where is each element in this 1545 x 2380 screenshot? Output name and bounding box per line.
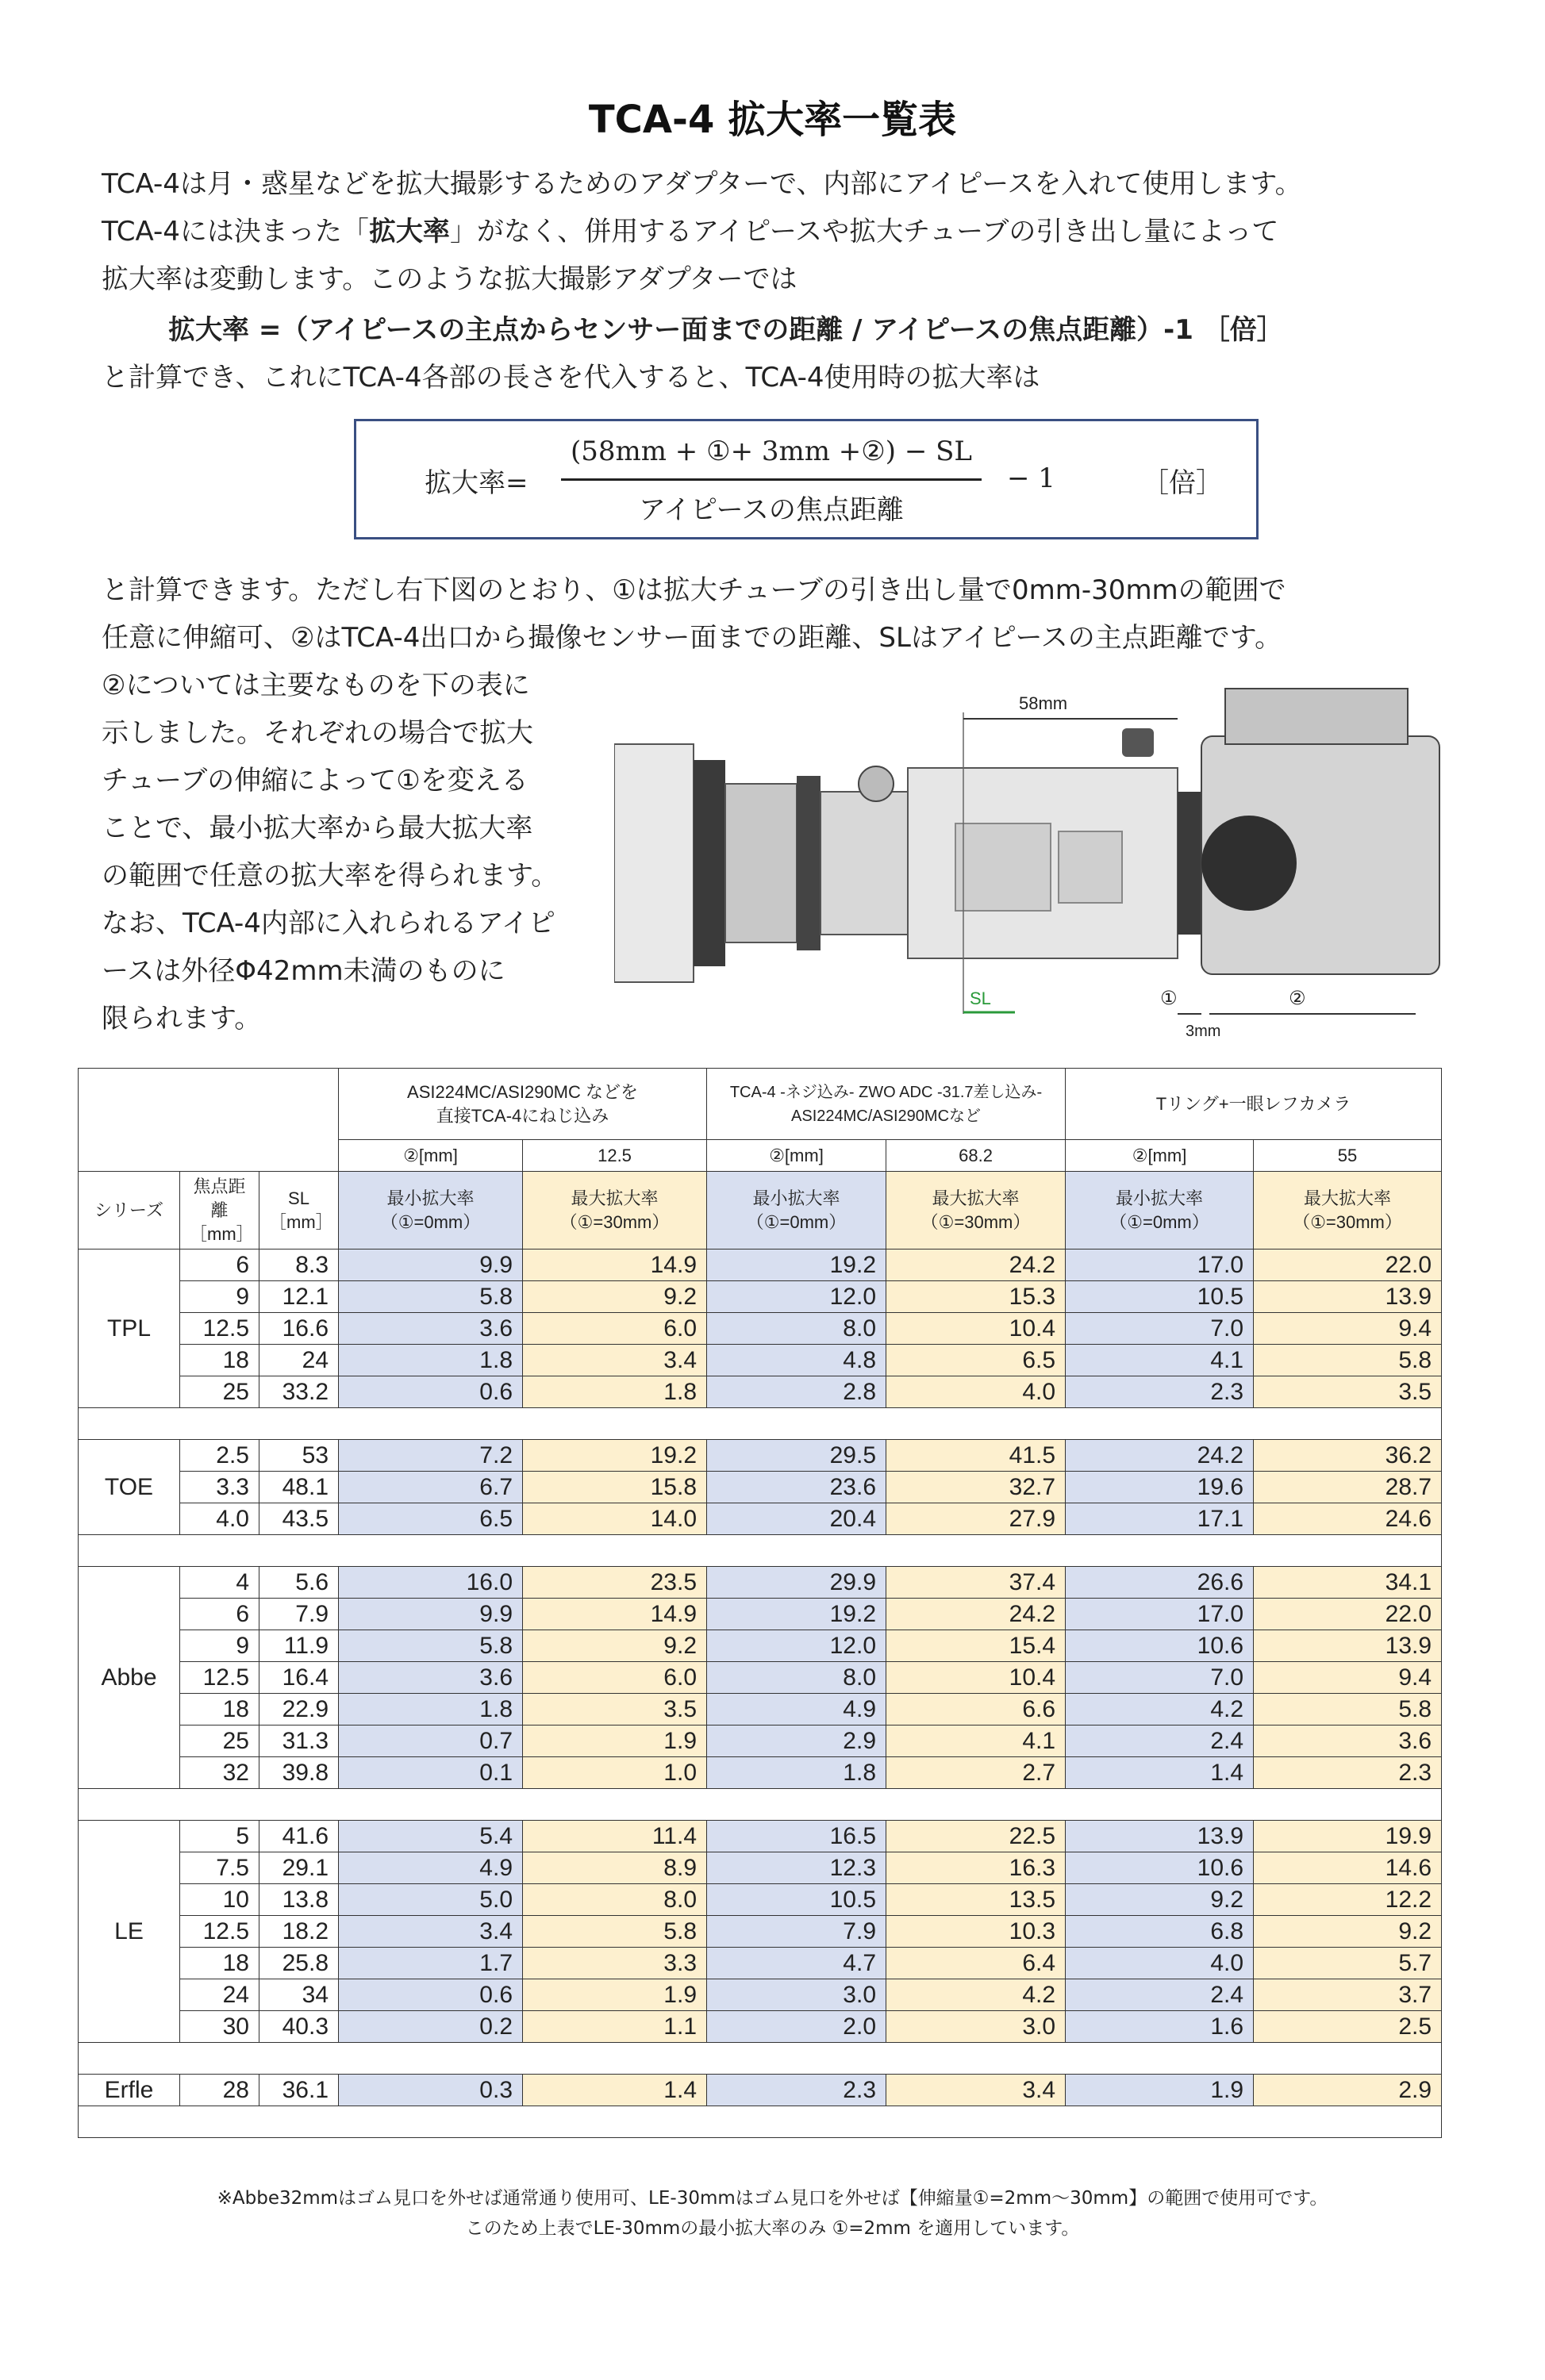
table-cell: 3.4 <box>523 1345 707 1376</box>
table-cell: 7.9 <box>707 1916 886 1948</box>
table-cell: 15.8 <box>523 1472 707 1503</box>
header-blank <box>79 1069 339 1172</box>
group-spacer <box>79 1535 1442 1567</box>
table-cell: 26.6 <box>1066 1567 1254 1599</box>
table-cell: 7.0 <box>1066 1662 1254 1694</box>
table-cell: 19.2 <box>707 1599 886 1630</box>
table-cell: 25 <box>180 1376 259 1408</box>
intro-line-2 <box>102 208 1278 255</box>
table-cell: 4.9 <box>707 1694 886 1726</box>
table-cell: 8.9 <box>523 1852 707 1884</box>
group-spacer <box>79 1789 1442 1821</box>
magnification-table <box>78 1068 1442 2138</box>
table-cell: 24 <box>259 1345 339 1376</box>
table-row <box>79 1567 1442 1599</box>
table-cell: 22.9 <box>259 1694 339 1726</box>
table-cell: 18 <box>180 1948 259 1979</box>
series-cell: TOE <box>79 1440 180 1535</box>
series-cell: Erfle <box>79 2075 180 2106</box>
table-row <box>79 1852 1442 1884</box>
header-direct: ASI224MC/ASI290MC などを 直接TCA-4にねじ込み <box>339 1069 707 1140</box>
table-row <box>79 1821 1442 1852</box>
table-cell: 9.2 <box>1254 1916 1442 1948</box>
header-tring: Tリング+一眼レフカメラ <box>1066 1069 1442 1140</box>
table-cell: 41.5 <box>886 1440 1066 1472</box>
table-row <box>79 1916 1442 1948</box>
barrel-inside <box>1059 831 1122 903</box>
table-cell: 4.1 <box>1066 1345 1254 1376</box>
table-cell: 1.8 <box>339 1345 523 1376</box>
table-cell: 10.4 <box>886 1313 1066 1345</box>
intro-line-3: 拡大率は変動します。このような拡大撮影アダプターでは <box>102 263 797 295</box>
table-cell: 2.7 <box>886 1757 1066 1789</box>
table-cell: 2.3 <box>1254 1757 1442 1789</box>
tca4-camera-diagram <box>614 681 1455 1046</box>
table-cell: 28.7 <box>1254 1472 1442 1503</box>
table-cell: 12.2 <box>1254 1884 1442 1916</box>
table-row <box>79 2011 1442 2043</box>
header-max-b: 最大拡大率 （①=30mm） <box>886 1172 1066 1250</box>
table-cell: 29.9 <box>707 1567 886 1599</box>
header-series: シリーズ <box>79 1172 180 1250</box>
table-cell: 5.8 <box>339 1630 523 1662</box>
table-cell: 39.8 <box>259 1757 339 1789</box>
d2-label-a: ②[mm] <box>339 1140 523 1172</box>
table-cell: 1.0 <box>523 1757 707 1789</box>
table-cell: 10.6 <box>1066 1630 1254 1662</box>
table-cell: 10.5 <box>707 1884 886 1916</box>
intro-keyword: 拡大率 <box>368 216 450 248</box>
table-cell: 0.2 <box>339 2011 523 2043</box>
table-cell: 37.4 <box>886 1567 1066 1599</box>
table-cell: 2.0 <box>707 2011 886 2043</box>
intro-line-1: TCA-4は月・惑星などを拡大撮影するためのアダプターで、内部にアイピースを入れて使用します。 <box>102 168 1302 200</box>
table-row <box>79 1376 1442 1408</box>
table-cell: 31.3 <box>259 1726 339 1757</box>
table-cell: 3.6 <box>339 1662 523 1694</box>
intro-line-2a: TCA-4には決まった「 <box>102 216 369 248</box>
table-cell: 34 <box>259 1979 339 2011</box>
table-cell: 24 <box>180 1979 259 2011</box>
table-cell: 18 <box>180 1694 259 1726</box>
formula-definition: 拡大率 =（アイピースの主点からセンサー面までの距離 / アイピースの焦点距離）-1 ［倍］ <box>168 314 1284 346</box>
table-cell: 12.5 <box>180 1313 259 1345</box>
table-row <box>79 1503 1442 1535</box>
table-cell: 1.8 <box>707 1757 886 1789</box>
header-focal: 焦点距離 ［mm］ <box>180 1172 259 1250</box>
table-cell: 2.4 <box>1066 1979 1254 2011</box>
intro-line-5: と計算でき、これにTCA-4各部の長さを代入すると、TCA-4使用時の拡大率は <box>102 362 1040 393</box>
table-cell: 4.0 <box>180 1503 259 1535</box>
table-cell: 3.6 <box>1254 1726 1442 1757</box>
table-cell: 9.2 <box>523 1281 707 1313</box>
table-cell: 4.2 <box>886 1979 1066 2011</box>
fraction-bar <box>561 478 982 481</box>
header-min-c: 最小拡大率 （①=0mm） <box>1066 1172 1254 1250</box>
spacer-cell <box>79 1789 1442 1821</box>
table-cell: 32.7 <box>886 1472 1066 1503</box>
d2-label-b: ②[mm] <box>707 1140 886 1172</box>
table-cell: 1.4 <box>523 2075 707 2106</box>
table-row <box>79 1979 1442 2011</box>
table-cell: 6.6 <box>886 1694 1066 1726</box>
table-row <box>79 1472 1442 1503</box>
table-cell: 22.0 <box>1254 1250 1442 1281</box>
table-cell: 22.5 <box>886 1821 1066 1852</box>
body-line-1: と計算できます。ただし右下図のとおり、①は拡大チューブの引き出し量で0mm-30mmの範囲で <box>102 574 1286 606</box>
table-cell: 13.8 <box>259 1884 339 1916</box>
table-cell: 8.0 <box>707 1662 886 1694</box>
table-cell: 5 <box>180 1821 259 1852</box>
telescope-tube <box>614 744 694 982</box>
body-line-9: ースは外径Φ42mm未満のものに <box>102 955 505 987</box>
eyepiece-inside <box>955 823 1051 911</box>
d2-label-c: ②[mm] <box>1066 1140 1254 1172</box>
lock-knob <box>859 766 894 801</box>
table-cell: 5.8 <box>1254 1345 1442 1376</box>
table-cell: 0.3 <box>339 2075 523 2106</box>
table-cell: 6.5 <box>886 1345 1066 1376</box>
table-cell: 19.6 <box>1066 1472 1254 1503</box>
table-cell: 6.7 <box>339 1472 523 1503</box>
table-cell: 8.0 <box>523 1884 707 1916</box>
table-cell: 3.0 <box>886 2011 1066 2043</box>
table-cell: 28 <box>180 2075 259 2106</box>
dim-label-2: ② <box>1289 987 1306 1009</box>
table-cell: 18 <box>180 1345 259 1376</box>
table-body <box>79 1250 1442 2138</box>
table-cell: 10 <box>180 1884 259 1916</box>
table-cell: 3.5 <box>1254 1376 1442 1408</box>
table-cell: 13.9 <box>1254 1630 1442 1662</box>
footnote-line-1: ※Abbe32mmはゴム見口を外せば通常通り使用可、LE-30mmはゴム見口を外せば【伸縮量①=2mm～30mm】の範囲で使用可です。 <box>217 2188 1328 2209</box>
table-cell: 29.1 <box>259 1852 339 1884</box>
group-spacer <box>79 2106 1442 2138</box>
table-cell: 30 <box>180 2011 259 2043</box>
table-cell: 8.3 <box>259 1250 339 1281</box>
table-cell: 6 <box>180 1599 259 1630</box>
table-cell: 9.2 <box>523 1630 707 1662</box>
group-spacer <box>79 1408 1442 1440</box>
dim-label-sl: SL <box>970 988 991 1008</box>
header-min-a: 最小拡大率 （①=0mm） <box>339 1172 523 1250</box>
table-cell: 4 <box>180 1567 259 1599</box>
body-line-5: チューブの伸縮によって①を変える <box>102 765 528 797</box>
table-cell: 1.9 <box>523 1979 707 2011</box>
table-cell: 33.2 <box>259 1376 339 1408</box>
table-cell: 24.2 <box>886 1599 1066 1630</box>
table-cell: 9 <box>180 1630 259 1662</box>
table-row <box>79 1599 1442 1630</box>
adapter-ring <box>797 776 821 950</box>
table-row <box>79 1948 1442 1979</box>
table-cell: 13.5 <box>886 1884 1066 1916</box>
body-line-6: ことで、最小拡大率から最大拡大率 <box>102 812 533 844</box>
table-cell: 10.3 <box>886 1916 1066 1948</box>
body-line-10: 限られます。 <box>102 1003 262 1035</box>
d2-value-a: 12.5 <box>523 1140 707 1172</box>
table-cell: 5.7 <box>1254 1948 1442 1979</box>
table-cell: 6.4 <box>886 1948 1066 1979</box>
table-cell: 32 <box>180 1757 259 1789</box>
table-cell: 36.1 <box>259 2075 339 2106</box>
body-line-4: 示しました。それぞれの場合で拡大 <box>102 717 533 749</box>
table-row <box>79 1757 1442 1789</box>
table-cell: 5.8 <box>339 1281 523 1313</box>
header-adc: TCA-4 -ネジ込み- ZWO ADC -31.7差し込み- ASI224MC/ASI290MCなど <box>707 1069 1066 1140</box>
table-cell: 2.8 <box>707 1376 886 1408</box>
table-cell: 3.7 <box>1254 1979 1442 2011</box>
table-cell: 14.9 <box>523 1250 707 1281</box>
table-cell: 10.5 <box>1066 1281 1254 1313</box>
table-cell: 15.4 <box>886 1630 1066 1662</box>
table-cell: 9.2 <box>1066 1884 1254 1916</box>
table-cell: 4.1 <box>886 1726 1066 1757</box>
formula-unit: ［倍］ <box>1142 467 1223 499</box>
body-line-2: 任意に伸縮可、②はTCA-4出口から撮像センサー面までの距離、SLはアイピースの主点距離です。 <box>102 622 1282 654</box>
adapter-body <box>725 784 797 942</box>
series-cell: TPL <box>79 1250 180 1408</box>
table-cell: 16.5 <box>707 1821 886 1852</box>
table-cell: 5.4 <box>339 1821 523 1852</box>
table-cell: 4.0 <box>886 1376 1066 1408</box>
formula-denominator: アイピースの焦点距離 <box>639 494 904 526</box>
table-cell: 3.0 <box>707 1979 886 2011</box>
table-cell: 18.2 <box>259 1916 339 1948</box>
table-row <box>79 1281 1442 1313</box>
table-cell: 16.0 <box>339 1567 523 1599</box>
table-cell: 1.4 <box>1066 1757 1254 1789</box>
table-cell: 2.3 <box>707 2075 886 2106</box>
table-cell: 19.2 <box>523 1440 707 1472</box>
table-cell: 14.9 <box>523 1599 707 1630</box>
table-cell: 17.1 <box>1066 1503 1254 1535</box>
table-cell: 4.8 <box>707 1345 886 1376</box>
formula-label: 拡大率= <box>425 467 528 499</box>
header-min-b: 最小拡大率 （①=0mm） <box>707 1172 886 1250</box>
table-cell: 10.4 <box>886 1662 1066 1694</box>
table-cell: 4.0 <box>1066 1948 1254 1979</box>
table-cell: 23.6 <box>707 1472 886 1503</box>
table-cell: 14.0 <box>523 1503 707 1535</box>
table-cell: 29.5 <box>707 1440 886 1472</box>
table-cell: 4.2 <box>1066 1694 1254 1726</box>
table-cell: 5.0 <box>339 1884 523 1916</box>
d2-value-b: 68.2 <box>886 1140 1066 1172</box>
table-cell: 7.9 <box>259 1599 339 1630</box>
table-cell: 41.6 <box>259 1821 339 1852</box>
formula-numerator: (58mm + ①+ 3mm +②) − SL <box>570 436 972 467</box>
table-cell: 23.5 <box>523 1567 707 1599</box>
table-row <box>79 1694 1442 1726</box>
table-cell: 1.8 <box>339 1694 523 1726</box>
table-cell: 0.7 <box>339 1726 523 1757</box>
table-cell: 2.9 <box>1254 2075 1442 2106</box>
table-cell: 17.0 <box>1066 1599 1254 1630</box>
table-cell: 22.0 <box>1254 1599 1442 1630</box>
table-cell: 0.1 <box>339 1757 523 1789</box>
table-row <box>79 1440 1442 1472</box>
table-cell: 11.4 <box>523 1821 707 1852</box>
table-row <box>79 1662 1442 1694</box>
table-cell: 5.8 <box>1254 1694 1442 1726</box>
table-cell: 6.0 <box>523 1313 707 1345</box>
table-cell: 7.5 <box>180 1852 259 1884</box>
intro-line-2c: 」がなく、併用するアイピースや拡大チューブの引き出し量によって <box>449 216 1279 248</box>
table-cell: 12.0 <box>707 1630 886 1662</box>
camera-mount <box>1201 816 1297 911</box>
dim-label-1: ① <box>1160 987 1178 1009</box>
table-cell: 24.2 <box>1066 1440 1254 1472</box>
table-cell: 0.6 <box>339 1376 523 1408</box>
table-cell: 7.2 <box>339 1440 523 1472</box>
series-cell: LE <box>79 1821 180 2043</box>
extension-tube <box>821 792 908 935</box>
table-cell: 14.6 <box>1254 1852 1442 1884</box>
table-cell: 36.2 <box>1254 1440 1442 1472</box>
spacer-cell <box>79 1535 1442 1567</box>
table-row <box>79 1250 1442 1281</box>
table-cell: 16.4 <box>259 1662 339 1694</box>
table-cell: 2.5 <box>180 1440 259 1472</box>
table-cell: 3.5 <box>523 1694 707 1726</box>
table-cell: 6.8 <box>1066 1916 1254 1948</box>
table-cell: 12.5 <box>180 1662 259 1694</box>
body-line-7: の範囲で任意の拡大率を得られます。 <box>102 860 559 892</box>
table-cell: 48.1 <box>259 1472 339 1503</box>
table-cell: 20.4 <box>707 1503 886 1535</box>
table-row <box>79 1884 1442 1916</box>
table-cell: 1.8 <box>523 1376 707 1408</box>
table-cell: 2.5 <box>1254 2011 1442 2043</box>
group-spacer <box>79 2043 1442 2075</box>
table-cell: 9.4 <box>1254 1313 1442 1345</box>
series-cell: Abbe <box>79 1567 180 1789</box>
table-cell: 40.3 <box>259 2011 339 2043</box>
table-cell: 16.3 <box>886 1852 1066 1884</box>
camera-finder <box>1225 689 1408 744</box>
table-cell: 11.9 <box>259 1630 339 1662</box>
table-cell: 3.3 <box>523 1948 707 1979</box>
table-cell: 2.3 <box>1066 1376 1254 1408</box>
table-cell: 3.3 <box>180 1472 259 1503</box>
table-cell: 4.7 <box>707 1948 886 1979</box>
table-cell: 1.1 <box>523 2011 707 2043</box>
table-cell: 9.9 <box>339 1250 523 1281</box>
spacer-cell <box>79 2043 1442 2075</box>
table-row <box>79 1345 1442 1376</box>
table-cell: 24.6 <box>1254 1503 1442 1535</box>
table-cell: 7.0 <box>1066 1313 1254 1345</box>
table-cell: 9.4 <box>1254 1662 1442 1694</box>
table-cell: 25 <box>180 1726 259 1757</box>
table-cell: 3.4 <box>339 1916 523 1948</box>
table-cell: 2.9 <box>707 1726 886 1757</box>
dim-label-3mm: 3mm <box>1186 1023 1221 1040</box>
table-cell: 27.9 <box>886 1503 1066 1535</box>
table-cell: 5.6 <box>259 1567 339 1599</box>
table-row <box>79 2075 1442 2106</box>
table-cell: 19.2 <box>707 1250 886 1281</box>
dim-label-58: 58mm <box>1019 693 1068 713</box>
table-cell: 13.9 <box>1066 1821 1254 1852</box>
table-cell: 6.5 <box>339 1503 523 1535</box>
table-cell: 1.9 <box>1066 2075 1254 2106</box>
table-cell: 2.4 <box>1066 1726 1254 1757</box>
table-row <box>79 1313 1442 1345</box>
formula-box <box>354 419 1259 539</box>
body-line-3: ②については主要なものを下の表に <box>102 670 530 701</box>
page-title: TCA-4 拡大率一覧表 <box>588 98 957 142</box>
table-cell: 5.8 <box>523 1916 707 1948</box>
table-cell: 9.9 <box>339 1599 523 1630</box>
table-cell: 4.9 <box>339 1852 523 1884</box>
table-row <box>79 1726 1442 1757</box>
table-cell: 34.1 <box>1254 1567 1442 1599</box>
table-cell: 16.6 <box>259 1313 339 1345</box>
spacer-cell <box>79 2106 1442 2138</box>
focuser-ring <box>694 760 725 966</box>
table-row <box>79 1630 1442 1662</box>
table-cell: 24.2 <box>886 1250 1066 1281</box>
table-cell: 12.5 <box>180 1916 259 1948</box>
table-cell: 13.9 <box>1254 1281 1442 1313</box>
spacer-cell <box>79 1408 1442 1440</box>
table-cell: 9 <box>180 1281 259 1313</box>
table-cell: 1.6 <box>1066 2011 1254 2043</box>
table-cell: 17.0 <box>1066 1250 1254 1281</box>
header-sl: SL ［mm］ <box>259 1172 339 1250</box>
table-cell: 12.3 <box>707 1852 886 1884</box>
body-line-8: なお、TCA-4内部に入れられるアイピ <box>102 908 555 939</box>
table-cell: 1.7 <box>339 1948 523 1979</box>
table-cell: 3.6 <box>339 1313 523 1345</box>
footnote-line-2: このため上表でLE-30mmの最小拡大率のみ ①=2mm を適用しています。 <box>465 2218 1080 2239</box>
table-cell: 1.9 <box>523 1726 707 1757</box>
table-cell: 25.8 <box>259 1948 339 1979</box>
table-cell: 53 <box>259 1440 339 1472</box>
table-cell: 43.5 <box>259 1503 339 1535</box>
table-cell: 8.0 <box>707 1313 886 1345</box>
table-cell: 19.9 <box>1254 1821 1442 1852</box>
table-cell: 12.1 <box>259 1281 339 1313</box>
table-cell: 6.0 <box>523 1662 707 1694</box>
table-cell: 15.3 <box>886 1281 1066 1313</box>
table-cell: 10.6 <box>1066 1852 1254 1884</box>
formula-minus-one: − 1 <box>1007 463 1055 494</box>
tca4-knob <box>1122 728 1154 757</box>
table-cell: 0.6 <box>339 1979 523 2011</box>
d2-value-c: 55 <box>1254 1140 1442 1172</box>
table-cell: 3.4 <box>886 2075 1066 2106</box>
table-cell: 12.0 <box>707 1281 886 1313</box>
t-ring <box>1178 792 1201 935</box>
header-max-c: 最大拡大率 （①=30mm） <box>1254 1172 1442 1250</box>
header-max-a: 最大拡大率 （①=30mm） <box>523 1172 707 1250</box>
table-cell: 6 <box>180 1250 259 1281</box>
